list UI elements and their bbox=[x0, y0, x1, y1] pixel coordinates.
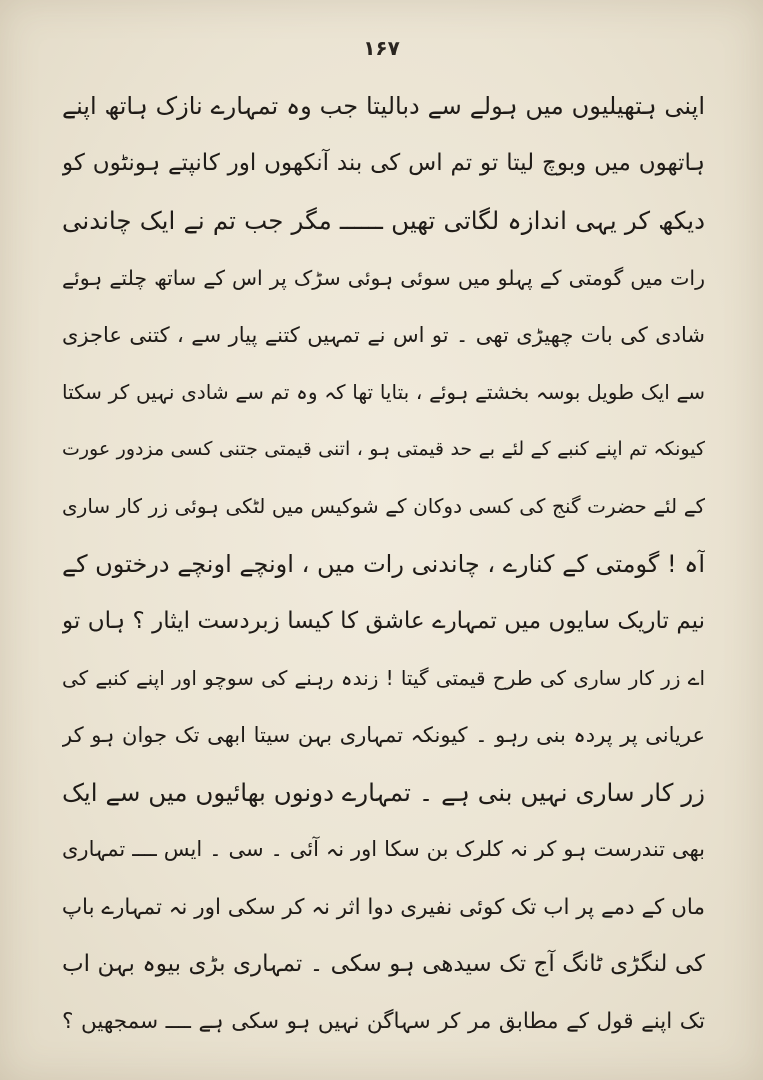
text-line: دیکھ کر یہی اندازہ لگاتی تھیں ــــــ مگر جب تم نے ایک چاندنی bbox=[62, 206, 705, 236]
text-line: شادی کی بات چھیڑی تھی ۔ تو اس نے تمہیں کتنے پیار سے ، کتنی عاجزی bbox=[62, 322, 705, 347]
text-line: اے زر کار ساری کی طرح قیمتی گیتا ! زندہ رہنے کی سوچو اور اپنے کنبے کی bbox=[62, 665, 705, 690]
text-line: بھی تندرست ہو کر نہ کلرک بن سکا اور نہ آئی ۔ سی ۔ ایس ــــ تمہاری bbox=[62, 837, 705, 862]
text-line: ماں کے دمے پر اب تک کوئی نفیری دوا اثر نہ کر سکی اور نہ تمہارے باپ bbox=[62, 894, 705, 920]
text-line: کیونکہ تم اپنے کنبے کے لئے بے حد قیمتی ہو ، اتنی قیمتی جتنی کسی مزدور عورت bbox=[62, 438, 705, 461]
text-line: سے ایک طویل بوسہ بخشتے ہوئے ، بتایا تھا کہ وہ تم سے شادی نہیں کر سکتا bbox=[62, 379, 705, 404]
text-line: تک اپنے قول کے مطابق مر کر سہاگن نہیں ہو سکی ہے ــــ سمجھیں ؟ bbox=[62, 1009, 705, 1034]
text-line: نیم تاریک سایوں میں تمہارے عاشق کا کیسا زبردست ایثار ؟ ہاں تو bbox=[62, 607, 705, 634]
text-line: اپنی ہتھیلیوں میں ہولے سے دبالیتا جب وہ تمہارے نازک ہاتھ اپنے bbox=[62, 92, 705, 120]
page-number: ۱۶۷ bbox=[363, 36, 400, 60]
text-line: رات میں گومتی کے پہلو میں سوئی ہوئی سڑک پر اس کے ساتھ چلتے ہوئے bbox=[62, 265, 705, 290]
text-line: کی لنگڑی ٹانگ آج تک سیدھی ہو سکی ۔ تمہاری بڑی بیوہ بہن اب bbox=[62, 950, 705, 977]
text-line: کے لئے حضرت گنج کی کسی دوکان کے شوکیس میں لٹکی ہوئی زر کار ساری bbox=[62, 494, 705, 519]
text-line: آہ ! گومتی کے کنارے ، چاندنی رات میں ، اونچے اونچے درختوں کے bbox=[62, 549, 705, 578]
text-line: ہاتھوں میں وبوچ لیتا تو تم اس کی بند آنکھوں اور کانپتے ہونٹوں کو bbox=[62, 150, 705, 177]
text-line: عریانی پر پردہ بنی رہو ۔ کیونکہ تمہاری بہن سیتا ابھی تک جوان ہو کر bbox=[62, 723, 705, 748]
text-line: زر کار ساری نہیں بنی ہے ۔ تمہارے دونوں بھائیوں میں سے ایک bbox=[62, 778, 705, 808]
body-text bbox=[62, 78, 705, 1050]
